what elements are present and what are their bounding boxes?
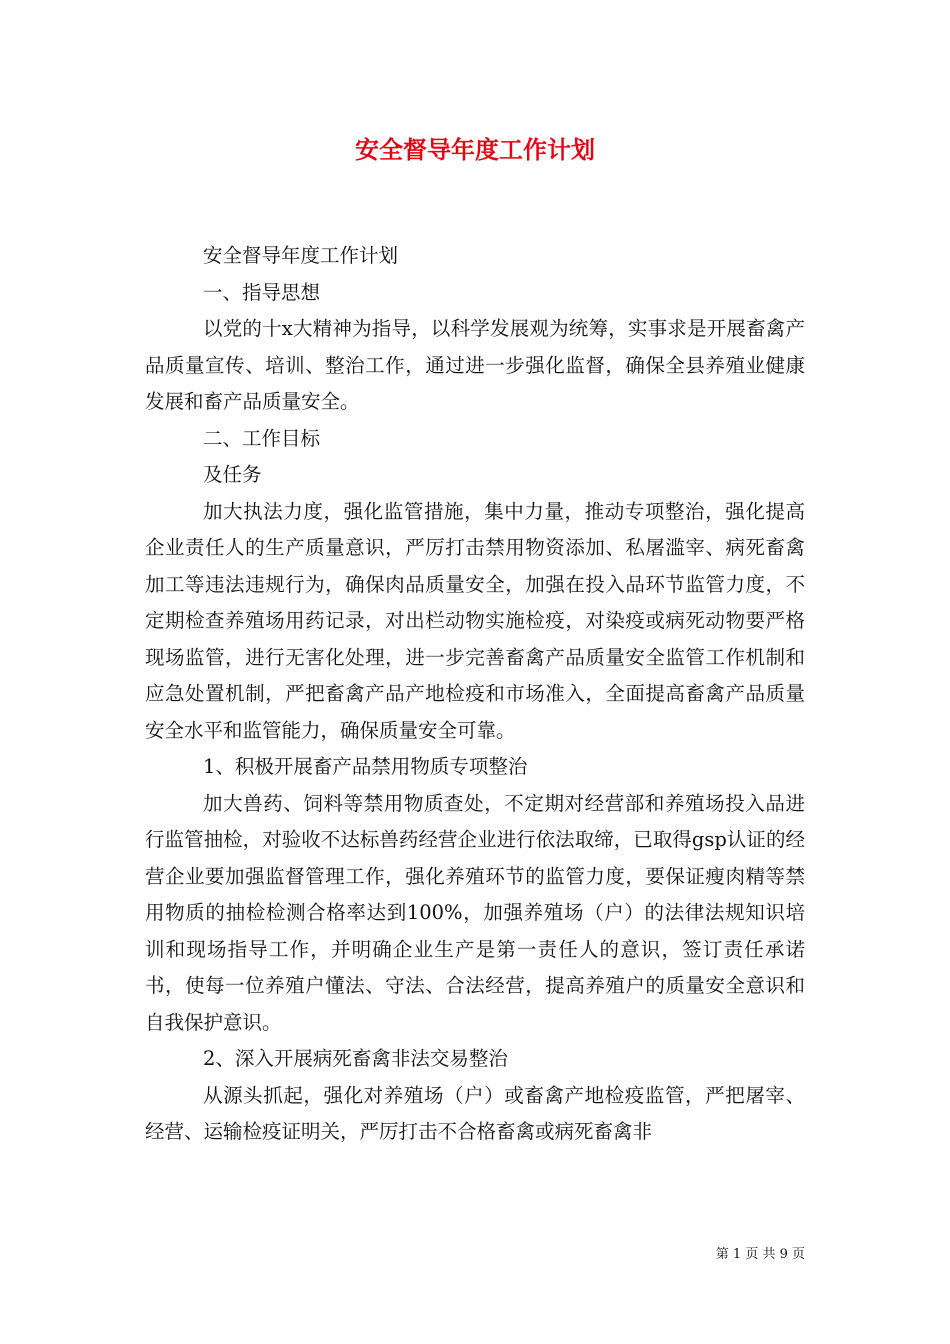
section-heading-guiding-ideology: 一、指导思想 <box>203 280 321 304</box>
document-body <box>145 238 805 1151</box>
subsection-heading-2: 2、深入开展病死畜禽非法交易整治 <box>203 1047 508 1070</box>
section-heading-tasks: 及任务 <box>203 463 262 486</box>
paragraph: 加大兽药、饲料等禁用物质查处，不定期对经营部和养殖场投入品进行监管抽检，对验收不达标兽药经营企业进行依法取缔，已取得gsp认证的经营企业要加强监督管理工作，强化养殖环节的监管力度，要保证瘦肉精等禁用物质的抽检检测合格率达到100%，加强养殖场（户）的法律法规知识培训和现场指导工作，并明确企业生产是第一责任人的意识，签订责任承诺书，使每一位养殖户懂法、守法、合法经营，提高养殖户的质量安全意识和自我保护意识。 <box>145 791 805 1034</box>
paragraph: 从源头抓起，强化对养殖场（户）或畜禽产地检疫监管，严把屠宰、经营、运输检疫证明关，严厉打击不合格畜禽或病死畜禽非 <box>145 1083 805 1143</box>
paragraph: 以党的十x大精神为指导，以科学发展观为统筹，实事求是开展畜禽产品质量宣传、培训、整治工作，通过进一步强化监督，确保全县养殖业健康发展和畜产品质量安全。 <box>145 317 805 413</box>
subsection-heading-1: 1、积极开展畜产品禁用物质专项整治 <box>203 755 528 778</box>
document-title: 安全督导年度工作计划 <box>355 135 595 164</box>
section-heading-work-goals: 二、工作目标 <box>203 426 321 450</box>
paragraph: 加大执法力度，强化监管措施，集中力量，推动专项整治，强化提高企业责任人的生产质量意识，严厉打击禁用物资添加、私屠滥宰、病死畜禽加工等违法违规行为，确保肉品质量安全，加强在投入品环节监管力度，不定期检查养殖场用药记录，对出栏动物实施检疫，对染疫或病死动物要严格现场监管，进行无害化处理，进一步完善畜禽产品质量安全监管工作机制和应急处置机制，严把畜禽产品产地检疫和市场准入，全面提高畜禽产品质量安全水平和监管能力，确保质量安全可靠。 <box>145 499 805 742</box>
page-number: 第 1 页 共 9 页 <box>715 1247 805 1262</box>
body-heading: 安全督导年度工作计划 <box>203 244 399 267</box>
